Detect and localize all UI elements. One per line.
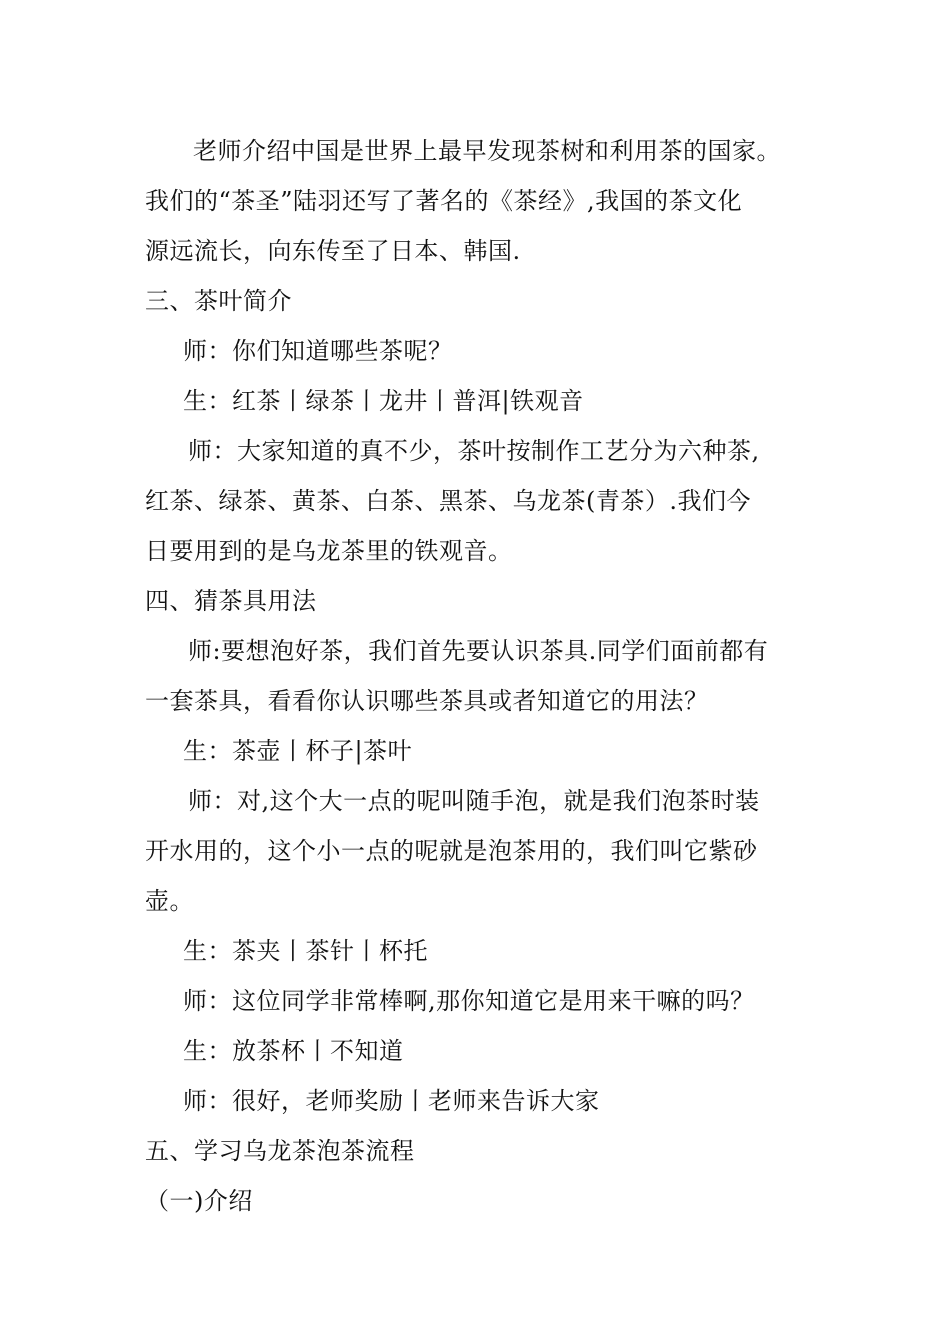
dialogue-line: 生：茶壶丨杯子|茶叶	[183, 737, 413, 765]
section-heading: 四、猜茶具用法	[145, 587, 317, 615]
paragraph-line: 红茶、绿茶、黄茶、白茶、黑茶、乌龙茶(青茶）.我们今	[145, 487, 751, 515]
dialogue-line: 师:要想泡好茶，我们首先要认识茶具.同学们面前都有	[188, 637, 769, 665]
dialogue-line: 生：茶夹丨茶针丨杯托	[183, 937, 428, 965]
dialogue-line: 师：你们知道哪些茶呢？	[183, 337, 453, 365]
dialogue-line: 生：红茶丨绿茶丨龙井丨普洱|铁观音	[183, 387, 584, 415]
subsection-heading: （一)介绍	[145, 1187, 253, 1215]
dialogue-line: 师：对,这个大一点的呢叫随手泡，就是我们泡茶时装	[188, 787, 760, 815]
dialogue-line: 师：很好，老师奖励丨老师来告诉大家	[183, 1087, 600, 1115]
dialogue-line: 生：放茶杯丨不知道	[183, 1037, 404, 1065]
dialogue-line: 师：大家知道的真不少，茶叶按制作工艺分为六种茶,	[188, 437, 760, 465]
paragraph-line: 源远流长，向东传至了日本、韩国.	[145, 237, 521, 265]
paragraph-line: 日要用到的是乌龙茶里的铁观音。	[145, 537, 513, 565]
dialogue-line: 师：这位同学非常棒啊,那你知道它是用来干嘛的吗？	[183, 987, 755, 1015]
paragraph-line: 壶。	[145, 887, 194, 915]
paragraph-line: 开水用的，这个小一点的呢就是泡茶用的，我们叫它紫砂	[145, 837, 758, 865]
section-heading: 五、学习乌龙茶泡茶流程	[145, 1137, 415, 1165]
paragraph-line: 我们的“茶圣”陆羽还写了著名的《茶经》,我国的茶文化	[145, 187, 743, 215]
section-heading: 三、茶叶简介	[145, 287, 292, 315]
paragraph-line: 一套茶具，看看你认识哪些茶具或者知道它的用法？	[145, 687, 709, 715]
paragraph-line: 老师介绍中国是世界上最早发现茶树和利用茶的国家。	[193, 137, 781, 165]
